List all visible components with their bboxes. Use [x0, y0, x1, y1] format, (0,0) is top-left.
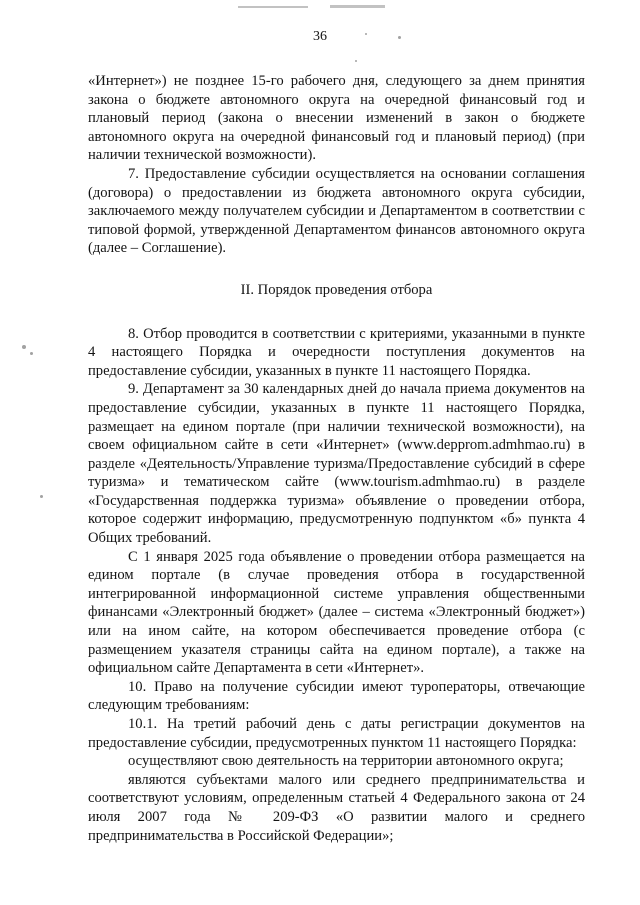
scan-artifact: [40, 495, 43, 498]
paragraph: 7. Предоставление субсидии осуществляется на основании соглашения (договора) о предоставлении из бюджета автономного округа субсидии, заключаемого между получателем субсидии и Департаментом в соответствии с типовой формой, утвержденной Департаментом финансов автономного округа (далее – Соглашение).: [88, 165, 585, 257]
paragraph: 10. Право на получение субсидии имеют туроператоры, отвечающие следующим требованиям:: [88, 678, 585, 714]
paragraph: С 1 января 2025 года объявление о проведении отбора размещается на едином портале (в случае проведения отбора в государственной интегрированной информационной системе управления общественными финансами «Электронный бюджет» (далее – система «Электронный бюджет») или на ином сайте, на котором обеспечивается проведение отбора (с размещением указателя страницы сайта на едином портале), а также на официальном сайте Департамента в сети «Интернет».: [88, 548, 585, 677]
scan-artifact: [30, 352, 33, 355]
paragraph: 9. Департамент за 30 календарных дней до начала приема документов на предоставление субсидии, указанных в пункте 11 настоящего Порядка, размещает на едином портале (при наличии технической возможности), на своем официальном сайте в сети «Интернет» (www.depprom.admhmao.ru) в разделе «Деятельность/Управление туризма/Предоставление субсидий в сфере туризма» и тематическом сайте (www.tourism.admhmao.ru) в разделе «Государственная поддержка туризма» объявление о проведении отбора, которое содержит информацию, предусмотренную подпунктом «б» пункта 4 Общих требований.: [88, 381, 585, 547]
paragraph: 8. Отбор проводится в соответствии с критериями, указанными в пункте 4 настоящего Порядка и очередности поступления документов на предоставление субсидии, указанных в пункте 11 настоящего Порядка.: [88, 325, 585, 379]
paragraph: «Интернет») не позднее 15-го рабочего дня, следующего за днем принятия закона о бюджете автономного округа на очередной финансовый год и плановый период (закона о внесении изменений в закон о бюджете автономного округа на очередной финансовый год и плановый период) (при наличии технической возможности).: [88, 73, 585, 164]
section-title: II. Порядок проведения отбора: [240, 281, 433, 298]
page-number: 36: [313, 29, 327, 44]
scan-artifact: [22, 345, 26, 349]
scan-artifact: [330, 5, 385, 8]
scan-artifact: [238, 6, 308, 8]
document-body: [88, 72, 585, 845]
paragraph: осуществляют свою деятельность на территории автономного округа;: [128, 753, 564, 770]
scan-artifact: [355, 60, 357, 62]
paragraph: 10.1. На третий рабочий день с даты регистрации документов на предоставление субсидии, предусмотренных пунктом 11 настоящего Порядка:: [88, 716, 585, 751]
paragraph: являются субъектами малого или среднего предпринимательства и соответствуют условиям, определенным статьей 4 Федерального закона от 24 июля 2007 года № 209-ФЗ «О развитии малого и среднего предпринимательства в Российской Федерации»;: [88, 771, 585, 844]
